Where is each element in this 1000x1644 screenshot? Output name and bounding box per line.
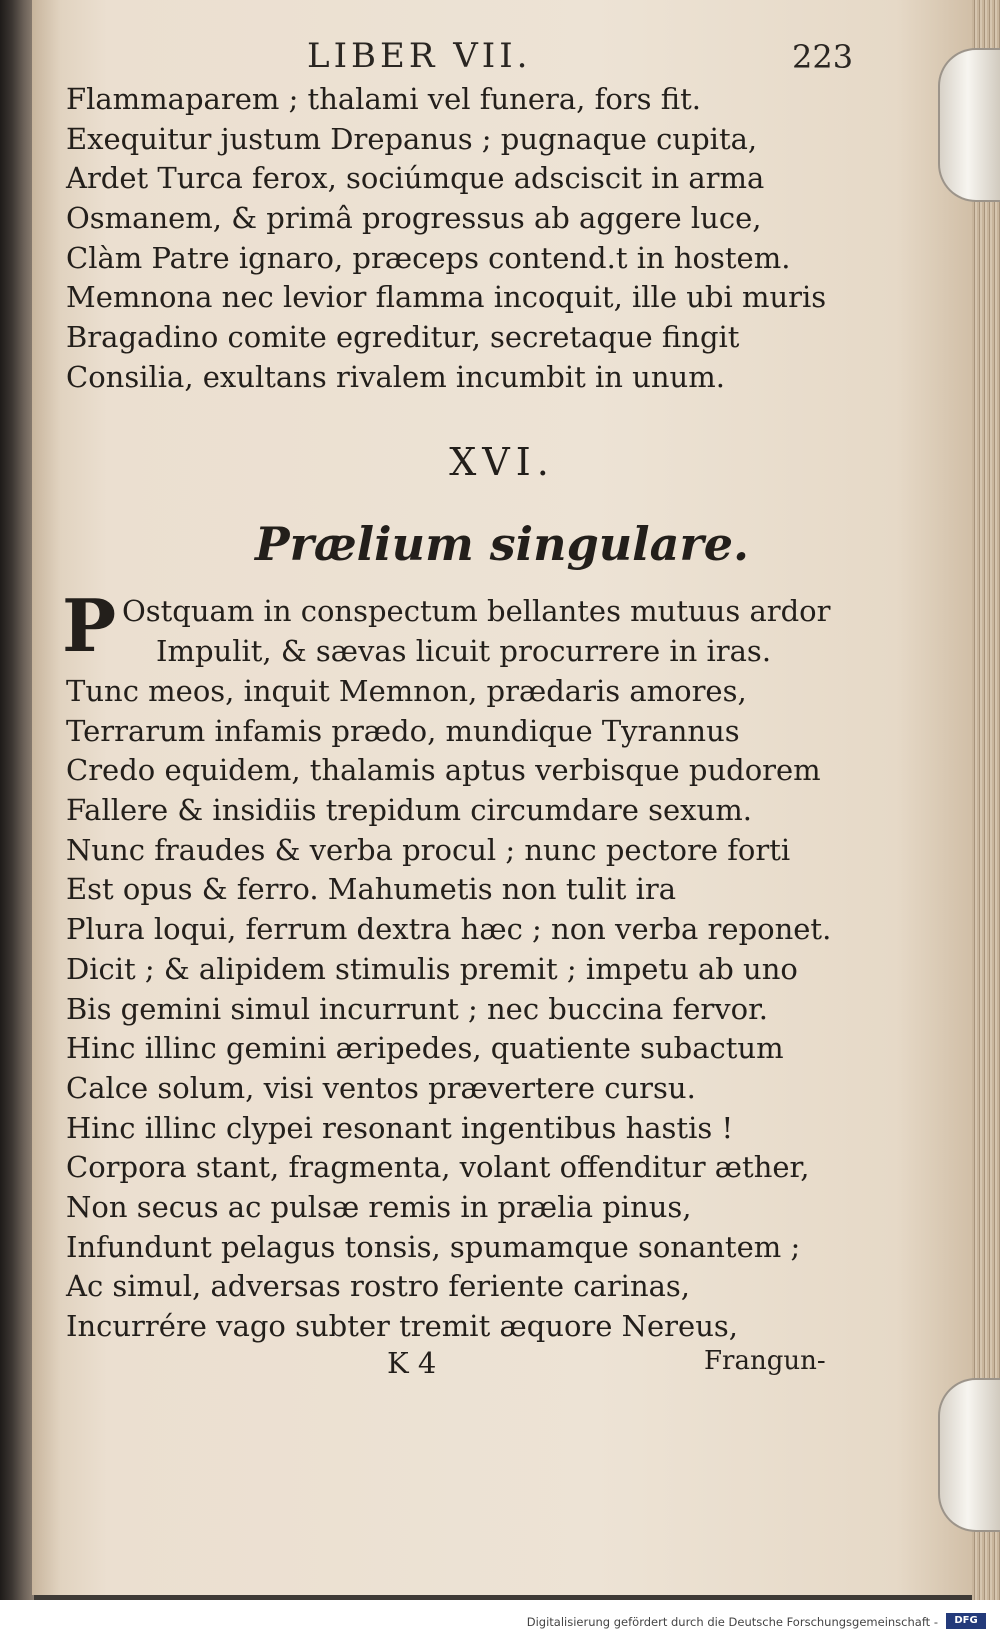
credit-bar bbox=[0, 1600, 1000, 1644]
verse-line: Flammaparem ; thalami vel funera, fors fit. bbox=[66, 82, 701, 116]
section-number: XVI. bbox=[449, 440, 555, 484]
verse-line: Bis gemini simul incurrunt ; nec buccina fervor. bbox=[66, 991, 768, 1026]
verse-line: Ac simul, adversas rostro feriente carinas, bbox=[66, 1269, 691, 1304]
running-head: LIBER VII. bbox=[307, 36, 532, 76]
verse-line: Calce solum, visi ventos prævertere cursu. bbox=[66, 1070, 696, 1105]
verse-line: Corpora stant, fragmenta, volant offenditur æther, bbox=[66, 1150, 810, 1185]
page-footer bbox=[32, 1346, 972, 1386]
intro-lines bbox=[62, 583, 922, 672]
page-number: 223 bbox=[792, 38, 854, 76]
verse-line: Non secus ac pulsæ remis in prælia pinus, bbox=[66, 1189, 692, 1224]
drop-cap: P bbox=[62, 583, 117, 668]
verse-line: Bragadino comite egreditur, secretaque fingit bbox=[66, 320, 740, 355]
verse-line: Hinc illinc clypei resonant ingentibus hastis ! bbox=[66, 1110, 734, 1145]
verse-line: Plura loqui, ferrum dextra hæc ; non verba reponet. bbox=[66, 912, 832, 947]
verse-line: Exequitur justum Drepanus ; pugnaque cupita, bbox=[66, 121, 758, 156]
verse-line: Est opus & ferro. Mahumetis non tulit ira bbox=[66, 872, 677, 907]
verse-line: Consilia, exultans rivalem incumbit in unum. bbox=[66, 359, 725, 394]
verse-line: Fallere & insidiis trepidum circumdare sexum. bbox=[66, 793, 752, 828]
verse-block-top bbox=[66, 80, 826, 398]
verse-block-main bbox=[66, 672, 831, 1347]
verse-line: Incurrére vago subter tremit æquore Nereus, bbox=[66, 1309, 738, 1343]
verse-line: Tunc meos, inquit Memnon, prædaris amores, bbox=[66, 674, 747, 708]
book-clasp-bottom bbox=[938, 1378, 1000, 1532]
page-edges bbox=[972, 0, 1000, 1600]
signature-mark: K 4 bbox=[387, 1346, 437, 1380]
verse-line: Terrarum infamis prædo, mundique Tyrannus bbox=[66, 713, 740, 748]
page-sheet bbox=[32, 0, 972, 1595]
book-clasp-top bbox=[938, 48, 1000, 202]
verse-line: Infundunt pelagus tonsis, spumamque sonantem ; bbox=[66, 1229, 801, 1264]
dfg-logo: DFG bbox=[946, 1613, 986, 1629]
verse-line: Ardet Turca ferox, sociúmque adsciscit in arma bbox=[66, 161, 765, 196]
verse-line: Clàm Patre ignaro, præceps contend.t in hostem. bbox=[66, 240, 791, 275]
catchword: Frangun- bbox=[704, 1346, 826, 1376]
verse-line: Nunc fraudes & verba procul ; nunc pectore forti bbox=[66, 832, 791, 867]
verse-line: Hinc illinc gemini æripedes, quatiente subactum bbox=[66, 1031, 784, 1066]
page-header bbox=[32, 36, 972, 86]
verse-line: Impulit, & sævas licuit procurrere in iras. bbox=[156, 634, 772, 668]
book-spine bbox=[0, 0, 34, 1600]
verse-line: Memnona nec levior flamma incoquit, ille ubi muris bbox=[66, 280, 827, 315]
credit-text: Digitalisierung gefördert durch die Deutsche Forschungsgemeinschaft - bbox=[526, 1615, 938, 1629]
verse-line: Dicit ; & alipidem stimulis premit ; impetu ab uno bbox=[66, 951, 798, 986]
verse-line: Ostquam in conspectum bellantes mutuus ardor bbox=[122, 594, 831, 628]
section-title: Prælium singulare. bbox=[255, 517, 749, 571]
verse-line: Credo equidem, thalamis aptus verbisque pudorem bbox=[66, 753, 821, 788]
verse-line: Osmanem, & primâ progressus ab aggere luce, bbox=[66, 201, 762, 236]
